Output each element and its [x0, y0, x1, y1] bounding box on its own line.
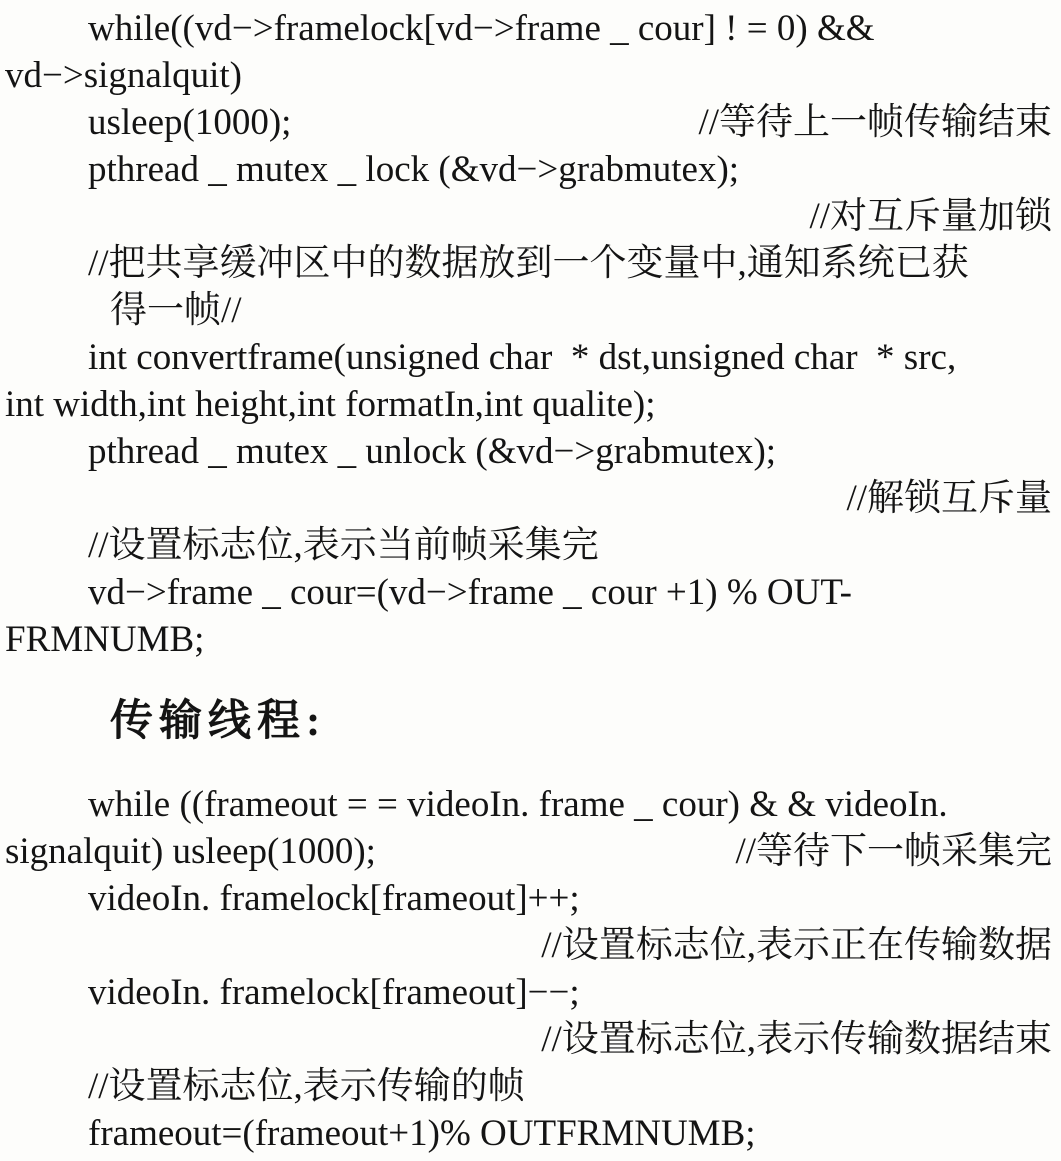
code-line: vd−>signalquit): [5, 55, 242, 96]
code-line: int width,int height,int formatIn,int qualite);: [5, 384, 656, 425]
code-line: [0, 828, 1061, 875]
code-line: while((vd−>framelock[vd−>frame _ cour] ! = 0) &&: [88, 8, 875, 49]
code-line: pthread _ mutex _ lock (&vd−>grabmutex);: [88, 149, 740, 190]
code-text: usleep(1000);: [88, 102, 292, 143]
comment-line: //解锁互斥量: [846, 478, 1052, 519]
code-line: 得一帧//: [110, 290, 242, 331]
code-line: while ((frameout = = videoIn. frame _ cour) & & videoIn.: [88, 784, 948, 825]
code-line: int convertframe(unsigned char * dst,unsigned char * src,: [88, 337, 957, 378]
inline-comment: //等待下一帧采集完: [735, 831, 1052, 872]
code-line: videoIn. framelock[frameout]++;: [88, 878, 580, 919]
code-line: [0, 99, 1061, 146]
section-heading: 传输线程:: [110, 698, 327, 745]
code-text: signalquit) usleep(1000);: [5, 831, 376, 872]
code-line: videoIn. framelock[frameout]−−;: [88, 972, 580, 1013]
blank-line: [0, 749, 1061, 781]
code-line: //把共享缓冲区中的数据放到一个变量中,通知系统已获: [88, 243, 969, 284]
code-line: vd−>frame _ cour=(vd−>frame _ cour +1) % OUT-: [88, 572, 852, 613]
code-line: FRMNUMB;: [5, 619, 205, 660]
code-line: pthread _ mutex _ unlock (&vd−>grabmutex);: [88, 431, 777, 472]
code-line: frameout=(frameout+1)% OUTFRMNUMB;: [88, 1113, 756, 1154]
comment-line: //设置标志位,表示传输数据结束: [541, 1019, 1052, 1060]
blank-line: [0, 663, 1061, 695]
comment-line: //对互斥量加锁: [809, 196, 1052, 237]
code-line: //设置标志位,表示当前帧采集完: [88, 525, 599, 566]
comment-line: //设置标志位,表示正在传输数据: [541, 925, 1052, 966]
code-line: //设置标志位,表示传输的帧: [88, 1066, 525, 1107]
inline-comment: //等待上一帧传输结束: [698, 102, 1052, 143]
